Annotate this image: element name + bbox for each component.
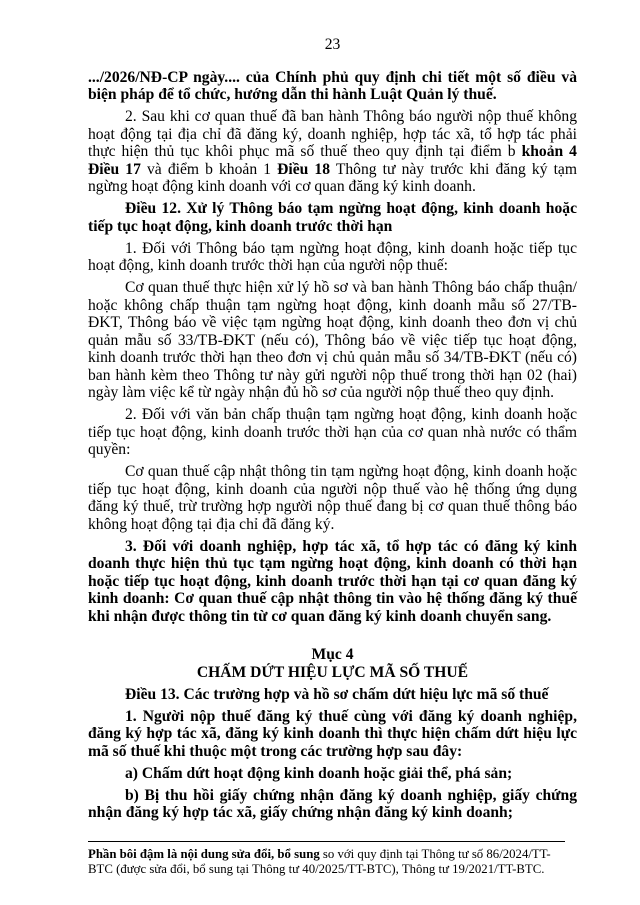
footnote-text: so với quy định tại Thông tư số 86/2024/TT-BTC (được sửa đổi, bổ sung tại Thông tư 40/2025/TT-BTC), Thông tư 19/2021/TT-BTC. [88, 847, 551, 877]
article-heading [88, 686, 577, 704]
text-segment: Cơ quan thuế thực hiện xử lý hồ sơ và ban hành Thông báo chấp thuận/ hoặc không chấp thuận tạm ngừng hoạt động, kinh doanh mẫu số 27/TB-ĐKT, Thông báo về việc tạm ngừng hoạt động, kinh doanh theo đơn vị chủ quản mẫu số 33/TB-ĐKT (nếu có), Thông báo về việc tiếp tục hoạt động, kinh doanh trước thời hạn theo đơn vị chủ quản mẫu số 34/TB-ĐKT (nếu có) ban hành kèm theo Thông tư này gửi người nộp thuế trong thời hạn 02 (hai) ngày làm việc kể từ ngày nhận đủ hồ sơ của người nộp thuế theo quy định. [88, 279, 577, 401]
body-paragraph [88, 787, 577, 822]
section-title-line: Mục 4 [311, 646, 354, 663]
text-segment: Cơ quan thuế cập nhật thông tin tạm ngừng hoạt động, kinh doanh hoặc tiếp tục hoạt động, kinh doanh của người nộp thuế vào hệ thống ứng dụng đăng ký thuế, trừ trường hợp người nộp thuế đang bị cơ quan thuế thông báo không hoạt động tại địa chỉ đã đăng ký. [88, 463, 577, 533]
text-segment: khoản 4 Điều 17 [88, 143, 577, 178]
footnote-emphasis: Phần bôi đậm là nội dung sửa đổi, bổ sung [88, 847, 320, 861]
body-paragraph [88, 279, 577, 402]
footnote [88, 841, 565, 878]
text-segment: 3. Đối với doanh nghiệp, hợp tác xã, tổ hợp tác có đăng ký kinh doanh thực hiện thủ tục tạm ngừng hoạt động, kinh doanh có thời hạn hoặc tiếp tục hoạt động, kinh doanh trước thời hạn tại cơ quan đăng ký kinh doanh: Cơ quan thuế cập nhật thông tin vào hệ thống đăng ký thuế khi nhận được thông tin từ cơ quan đăng ký kinh doanh chuyển sang. [88, 537, 577, 625]
body-paragraph [88, 538, 577, 626]
body-paragraph [88, 708, 577, 761]
text-segment: a) Chấm dứt hoạt động kinh doanh hoặc giải thể, phá sản; [125, 764, 513, 782]
body-paragraph [88, 240, 577, 275]
text-segment: .../2026/NĐ-CP ngày.... của Chính phủ quy định chi tiết một số điều và biện pháp để tổ chức, hướng dẫn thi hành Luật Quản lý thuế. [88, 68, 577, 103]
page-number: 23 [324, 36, 341, 53]
text-segment: 1. Người nộp thuế đăng ký thuế cùng với đăng ký doanh nghiệp, đăng ký hợp tác xã, đăng ký kinh doanh thì thực hiện chấm dứt hiệu lực mã số thuế khi thuộc một trong các trường hợp sau đây: [88, 707, 577, 760]
body-paragraph [88, 108, 577, 196]
document-body [88, 69, 577, 822]
text-segment: Điều 12. Xử lý Thông báo tạm ngừng hoạt động, kinh doanh hoặc tiếp tục hoạt động, kinh doanh trước thời hạn [88, 200, 577, 235]
body-paragraph [88, 406, 577, 459]
body-paragraph [88, 69, 577, 104]
text-segment: và điểm b khoản 1 [140, 160, 278, 178]
article-heading [88, 200, 577, 235]
text-segment: b) Bị thu hồi giấy chứng nhận đăng ký doanh nghiệp, giấy chứng nhận đăng ký hợp tác xã, giấy chứng nhận đăng ký kinh doanh; [88, 786, 577, 821]
text-segment: 2. Sau khi cơ quan thuế đã ban hành Thông báo người nộp thuế không hoạt động tại địa chỉ đã đăng ký, doanh nghiệp, hợp tác xã, tổ hợp tác phải thực hiện thủ tục khôi phục mã số thuế theo quy định tại điểm b [88, 108, 577, 160]
text-segment: 2. Đối với văn bản chấp thuận tạm ngừng hoạt động, kinh doanh hoặc tiếp tục hoạt động, kinh doanh trước thời hạn của cơ quan nhà nước có thẩm quyền: [88, 406, 577, 458]
body-paragraph [88, 765, 577, 783]
text-segment: Điều 13. Các trường hợp và hồ sơ chấm dứt hiệu lực mã số thuế [125, 685, 549, 703]
body-paragraph [88, 463, 577, 533]
text-segment: Điều 18 [277, 160, 331, 178]
text-segment: 1. Đối với Thông báo tạm ngừng hoạt động, kinh doanh hoặc tiếp tục hoạt động, kinh doanh trước thời hạn của người nộp thuế: [88, 239, 577, 274]
text-segment: Thông tư này trước khi đăng ký tạm ngừng hoạt động kinh doanh với cơ quan đăng ký kinh doanh. [88, 160, 577, 195]
section-title-line: CHẤM DỨT HIỆU LỰC MÃ SỐ THUẾ [196, 663, 469, 681]
section-heading [88, 646, 577, 681]
